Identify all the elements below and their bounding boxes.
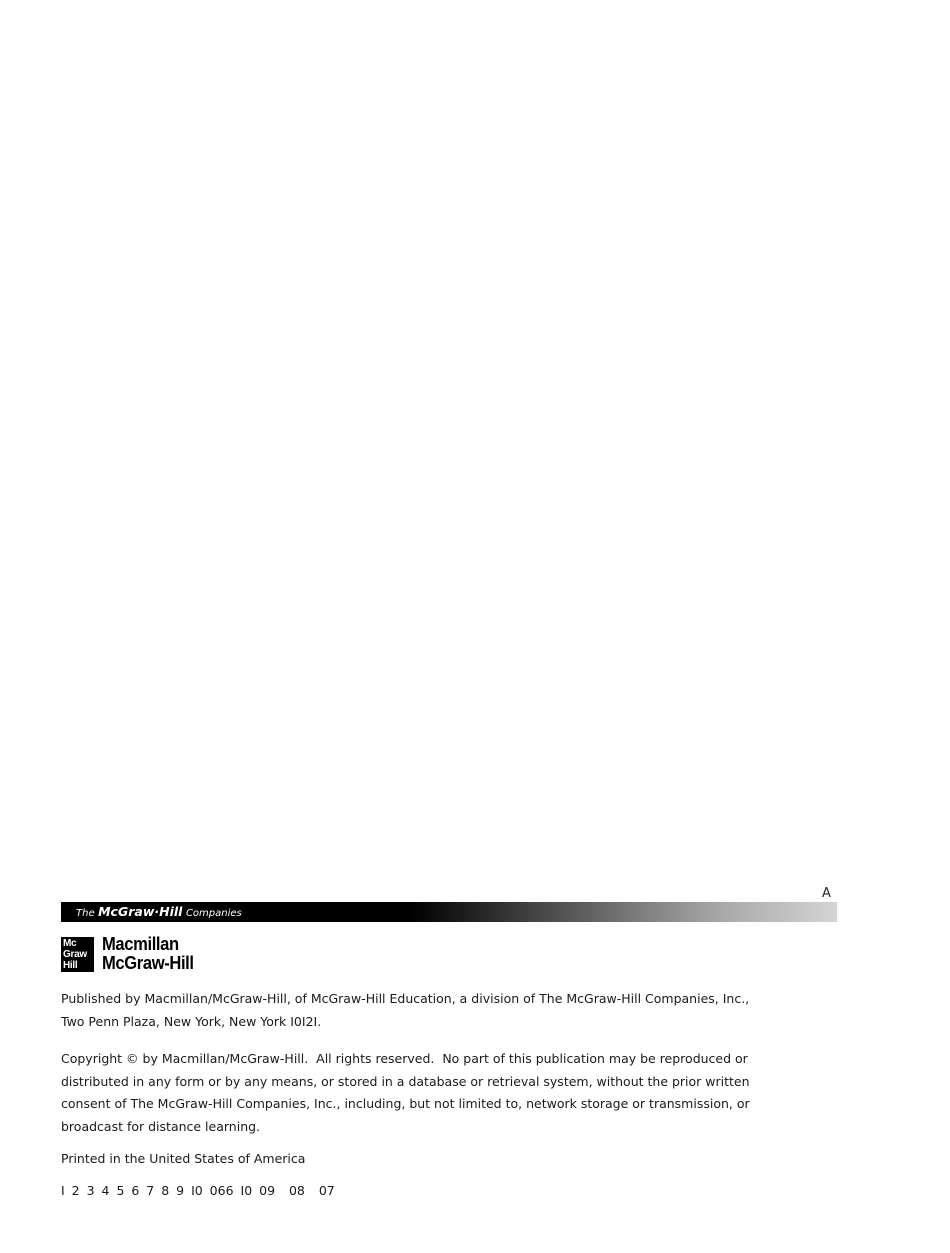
corner-letter: A <box>822 886 831 901</box>
printed-in-notice: Printed in the United States of America <box>61 1151 306 1166</box>
logo-box-line: Mc <box>63 938 77 949</box>
logo-box-line: Graw <box>63 949 87 960</box>
copyright-line: distributed in any form or by any means, or stored in a database or retrieval system, without the prior written <box>61 1073 750 1089</box>
logo-name-line1: Macmillan <box>102 934 179 954</box>
mcgraw-hill-companies-banner <box>61 902 837 922</box>
copyright-line: Copyright © by Macmillan/McGraw-Hill. All rights reserved. No part of this publication may be reproduced or <box>61 1051 748 1066</box>
publisher-info <box>61 988 781 1033</box>
copyright-notice <box>61 1048 781 1138</box>
banner-the: The <box>76 908 95 919</box>
logo-box-line: Hill <box>63 960 78 971</box>
copyright-line: consent of The McGraw-Hill Companies, Inc., including, but not limited to, network storage or transmission, or <box>61 1096 750 1111</box>
copyright-line: broadcast for distance learning. <box>61 1118 261 1134</box>
mcgraw-hill-logo-icon <box>61 937 94 972</box>
publisher-line: Published by Macmillan/McGraw-Hill, of McGraw-Hill Education, a division of The McGraw-Hill Companies, Inc., <box>61 991 750 1006</box>
logo-name <box>102 935 194 973</box>
banner-brand: McGraw·Hill <box>98 904 183 919</box>
logo-name-line2: McGraw-Hill <box>102 953 194 973</box>
banner-companies: Companies <box>185 908 242 919</box>
publisher-address: Two Penn Plaza, New York, New York I0I2I. <box>61 1013 322 1029</box>
banner-text <box>76 904 242 922</box>
print-line-numbers: I 2 3 4 5 6 7 8 9 I0 066 I0 09 08 07 <box>61 1183 335 1198</box>
